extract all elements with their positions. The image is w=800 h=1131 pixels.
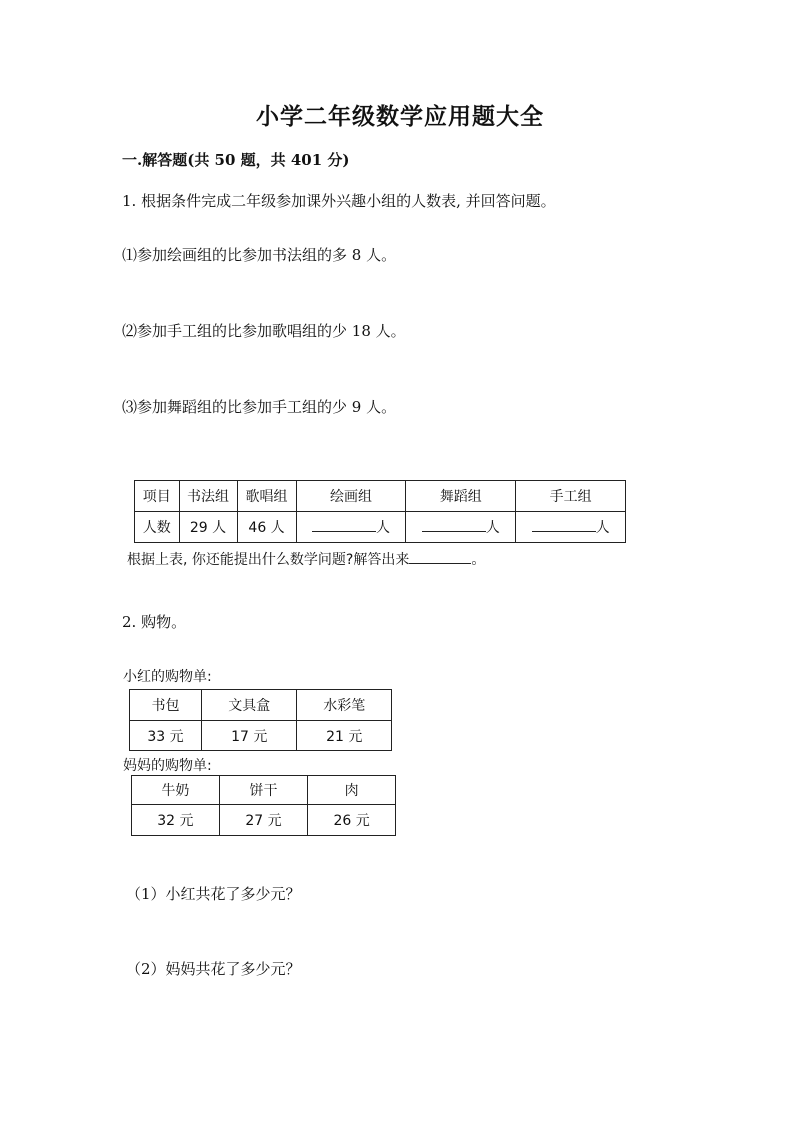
table-header-row [135, 481, 626, 512]
q2-subquestion-1: （1）小红共花了多少元？ [126, 885, 301, 903]
table-header-cell: 书法组 [179, 481, 237, 512]
page-title: 小学二年级数学应用题大全 [256, 103, 544, 130]
unit-label: 人 [595, 520, 610, 536]
table-row [130, 690, 392, 721]
item-cell: 饼干 [219, 776, 308, 805]
price-cell: 33 元 [130, 721, 202, 751]
table-header-cell: 舞蹈组 [406, 481, 516, 512]
item-cell: 肉 [308, 776, 396, 805]
section-heading: 一.解答题(共 50 题，共 401 分) [122, 151, 350, 169]
q1-condition-1: ⑴参加绘画组的比参加书法组的多 8 人。 [122, 246, 397, 264]
table-row [130, 721, 392, 751]
row-label-cell: 人数 [135, 512, 180, 543]
item-cell: 文具盒 [201, 690, 297, 721]
item-cell: 书包 [130, 690, 202, 721]
answer-blank-cell[interactable] [296, 512, 406, 543]
table-header-cell: 项目 [135, 481, 180, 512]
followup-text: 根据上表, 你还能提出什么数学问题?解答出来 [127, 552, 410, 568]
table-row [132, 805, 396, 836]
answer-blank-cell[interactable] [406, 512, 516, 543]
q2-stem: 2. 购物。 [122, 613, 187, 631]
price-cell: 21 元 [297, 721, 392, 751]
item-cell: 牛奶 [132, 776, 220, 805]
answer-blank[interactable] [422, 531, 486, 532]
table-header-cell: 歌唱组 [237, 481, 296, 512]
q1-stem: 1. 根据条件完成二年级参加课外兴趣小组的人数表, 并回答问题。 [122, 192, 556, 210]
price-cell: 27 元 [219, 805, 308, 836]
table-header-cell: 绘画组 [296, 481, 406, 512]
table-row [132, 776, 396, 805]
followup-end: 。 [471, 552, 486, 568]
price-cell: 26 元 [308, 805, 396, 836]
xiaohong-shopping-table [129, 689, 392, 751]
mom-shopping-table [131, 775, 396, 836]
q1-condition-2: ⑵参加手工组的比参加歌唱组的少 18 人。 [122, 322, 406, 340]
item-cell: 水彩笔 [297, 690, 392, 721]
q1-condition-3: ⑶参加舞蹈组的比参加手工组的少 9 人。 [122, 398, 397, 416]
table-cell: 46 人 [237, 512, 296, 543]
table-cell: 29 人 [179, 512, 237, 543]
mom-list-label: 妈妈的购物单: [123, 758, 212, 774]
interest-group-table [134, 480, 626, 543]
answer-blank-cell[interactable] [516, 512, 626, 543]
followup-answer-blank[interactable] [409, 563, 471, 564]
answer-blank[interactable] [312, 531, 376, 532]
q1-followup [127, 549, 485, 569]
answer-blank[interactable] [532, 531, 596, 532]
xiaohong-list-label: 小红的购物单: [123, 669, 212, 685]
unit-label: 人 [485, 520, 500, 536]
q2-subquestion-2: （2）妈妈共花了多少元？ [126, 960, 301, 978]
unit-label: 人 [375, 520, 390, 536]
price-cell: 17 元 [201, 721, 297, 751]
table-header-cell: 手工组 [516, 481, 626, 512]
table-row [135, 512, 626, 543]
price-cell: 32 元 [132, 805, 220, 836]
